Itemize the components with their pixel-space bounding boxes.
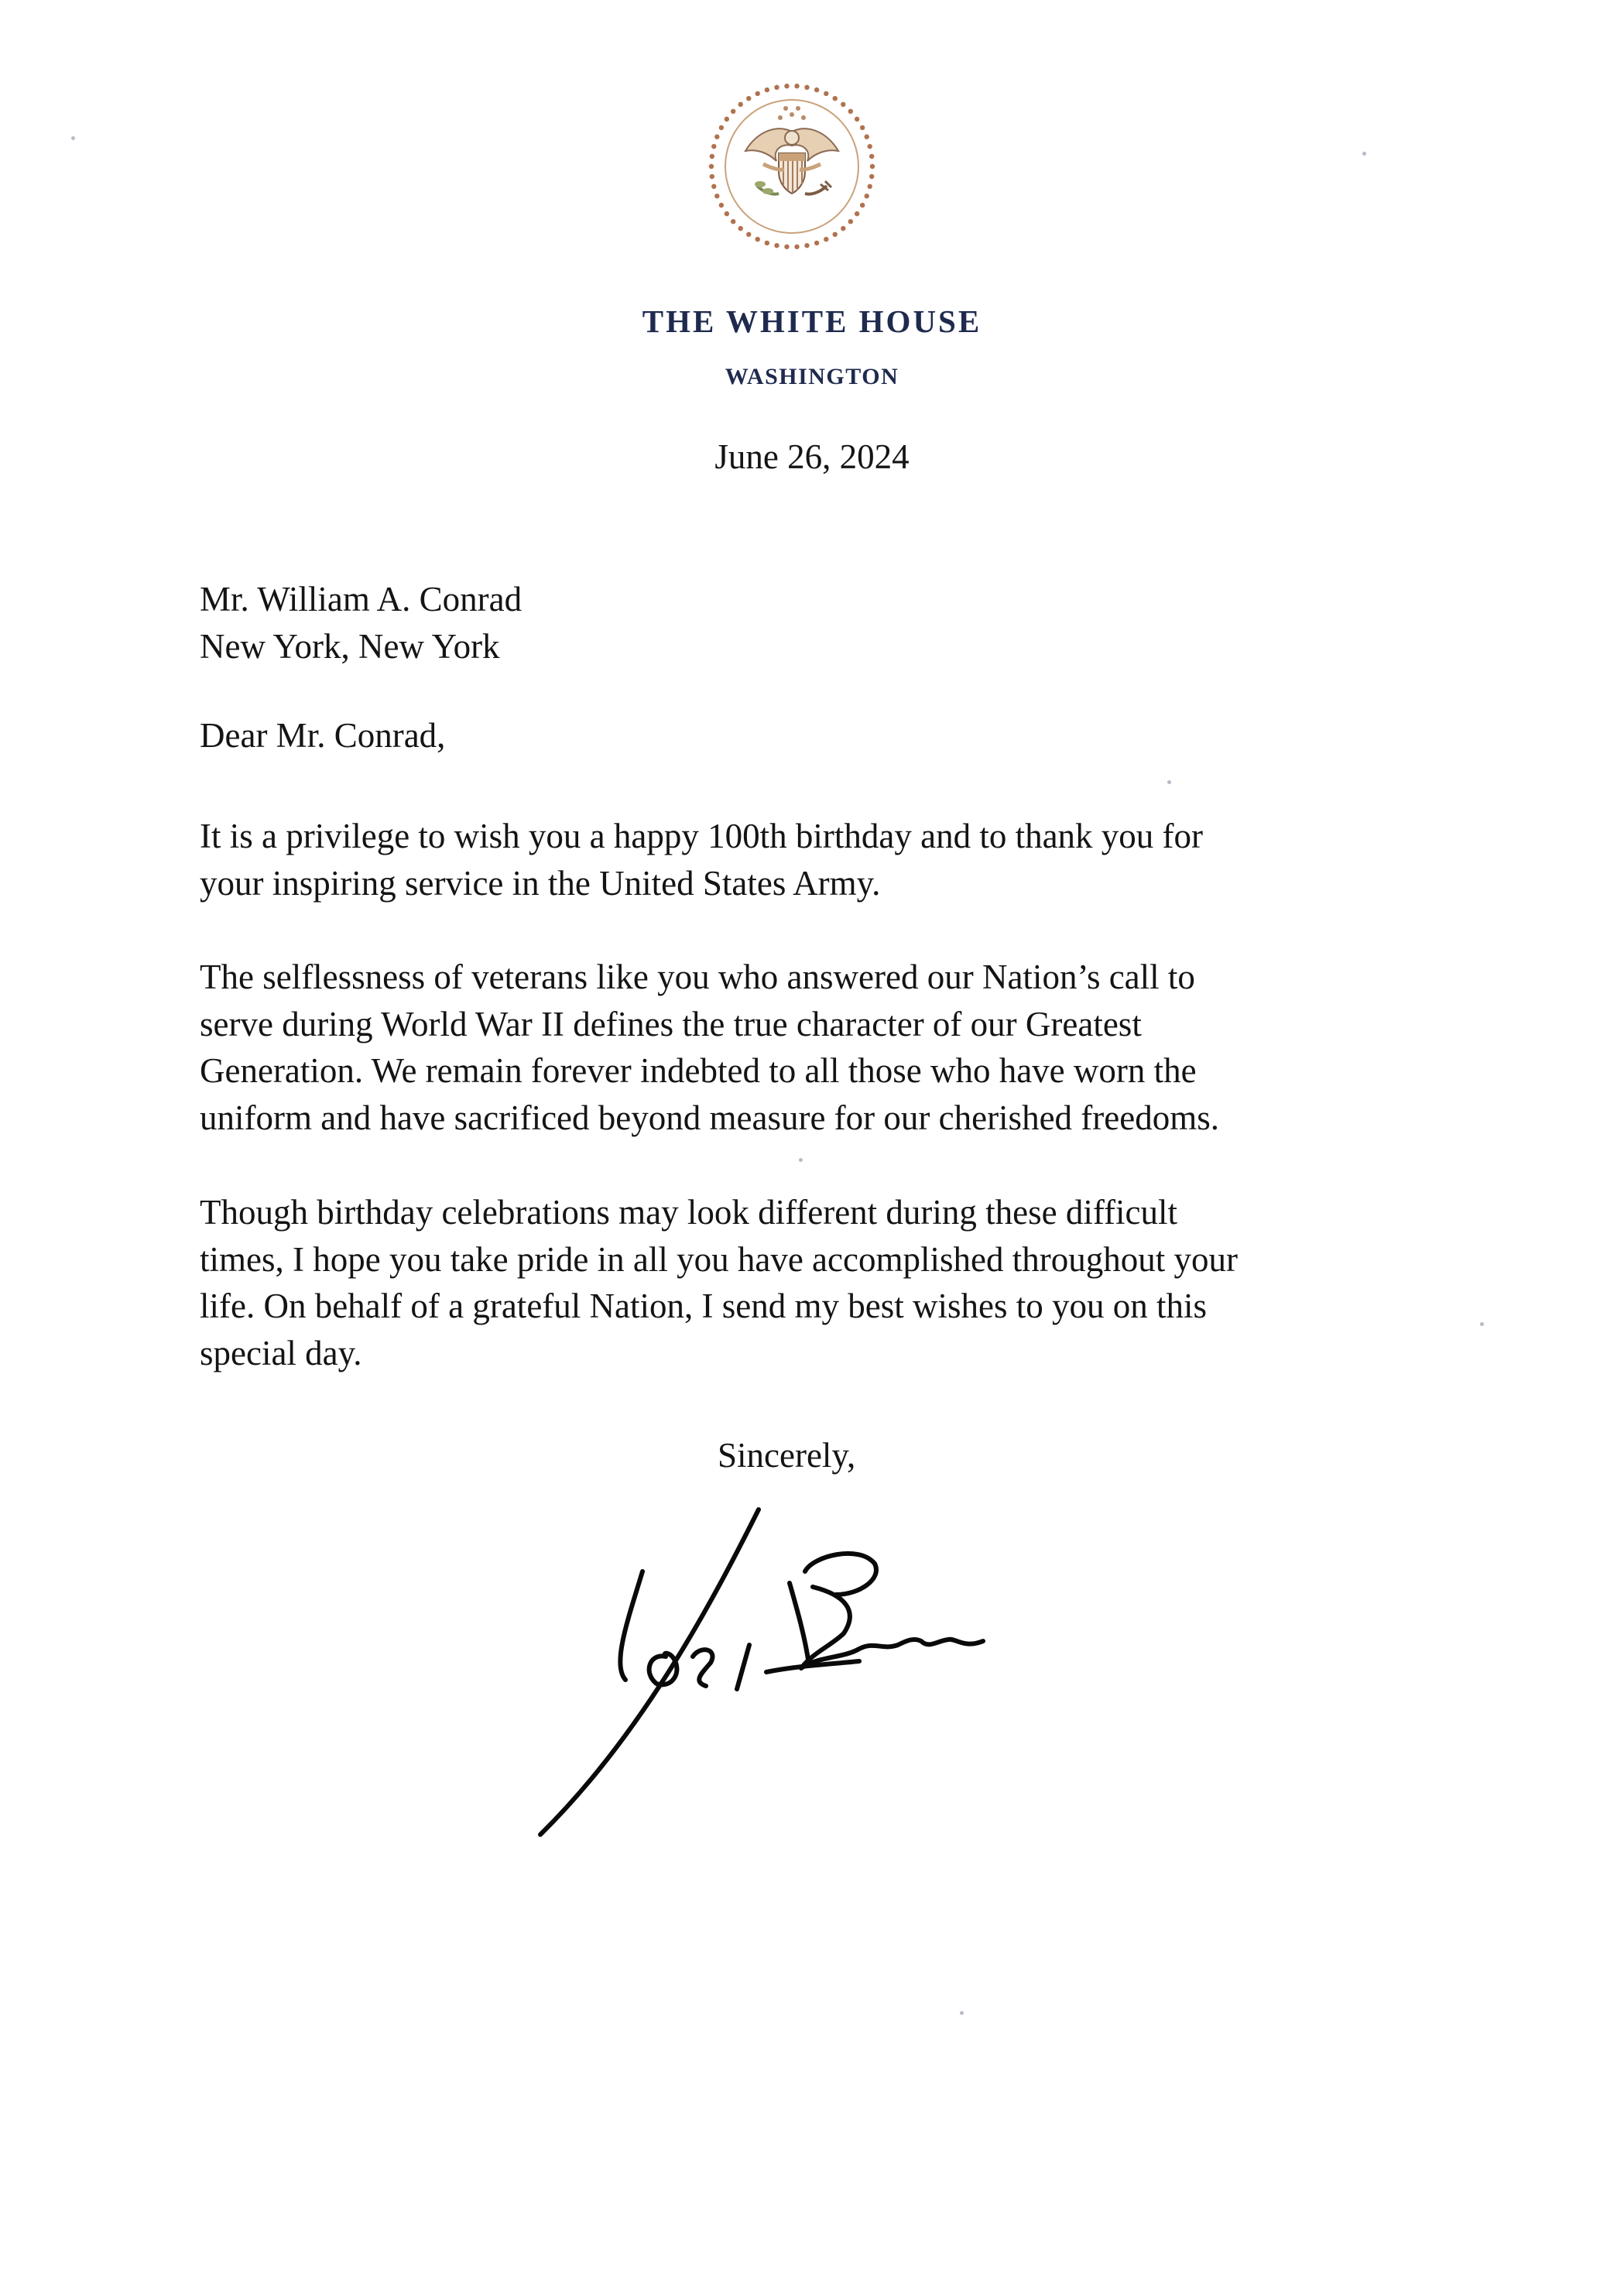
seal-star <box>868 184 872 189</box>
paragraph-birthday-wishes <box>200 813 1454 906</box>
seal-star <box>714 135 719 139</box>
seal-star <box>848 109 853 114</box>
seal-star <box>865 194 869 198</box>
paragraph-line: special day. <box>200 1333 362 1372</box>
seal-star <box>738 226 743 231</box>
seal-star <box>814 241 819 245</box>
seal-star <box>868 144 872 149</box>
seal-star <box>714 194 719 198</box>
scan-speck <box>71 136 75 140</box>
paragraph-line: It is a privilege to wish you a happy 100th birthday and to thank you for <box>200 817 1204 855</box>
seal-star <box>710 174 714 179</box>
seal-star <box>855 117 859 122</box>
salutation: Dear Mr. Conrad, <box>200 716 446 755</box>
seal-star <box>804 85 809 90</box>
presidential-seal-icon <box>703 77 881 255</box>
paragraph-best-wishes <box>200 1189 1454 1376</box>
scan-speck <box>799 1158 803 1162</box>
seal-star <box>784 84 789 88</box>
seal-star <box>711 184 716 189</box>
seal-star <box>765 241 769 245</box>
seal-star <box>725 211 729 216</box>
seal-star <box>804 243 809 248</box>
recipient-location: New York, New York <box>200 626 500 666</box>
recipient-name: Mr. William A. Conrad <box>200 580 522 619</box>
recipient-address <box>200 576 1454 670</box>
paragraph-line: Though birthday celebrations may look different during these difficult <box>200 1193 1178 1232</box>
seal-star <box>725 117 729 122</box>
scan-speck <box>1167 780 1171 784</box>
letter-date: June 26, 2024 <box>714 437 910 476</box>
seal-star <box>869 174 874 179</box>
seal-star <box>833 232 838 237</box>
seal-star <box>755 91 760 96</box>
seal-star <box>710 154 714 159</box>
seal-star <box>738 102 743 107</box>
seal-star <box>746 96 751 101</box>
scan-speck <box>960 2011 964 2015</box>
seal-star <box>824 237 828 242</box>
paragraph-line: times, I hope you take pride in all you have accomplished throughout your <box>200 1239 1238 1279</box>
seal-star <box>719 125 724 130</box>
seal-star <box>814 87 819 92</box>
seal-star <box>794 84 799 88</box>
seal-star <box>774 85 779 90</box>
letterhead-city: WASHINGTON <box>725 364 899 389</box>
seal-star <box>731 219 735 224</box>
closing: Sincerely, <box>718 1436 856 1475</box>
paragraph-veterans-service <box>200 954 1454 1141</box>
handwritten-signature-icon <box>534 1486 999 1858</box>
seal-star <box>848 219 853 224</box>
seal-star <box>794 245 799 249</box>
seal-star <box>709 164 714 169</box>
paragraph-line: uniform and have sacrificed beyond measure for our cherished freedoms. <box>200 1098 1219 1137</box>
seal-star <box>774 243 779 248</box>
paragraph-line: serve during World War II defines the true character of our Greatest <box>200 1004 1142 1043</box>
seal-star <box>731 109 735 114</box>
seal-star <box>865 135 869 139</box>
scan-speck <box>1362 152 1366 156</box>
seal-star <box>719 203 724 207</box>
scan-speck <box>1480 1322 1484 1326</box>
seal-star <box>870 164 875 169</box>
paragraph-line: Generation. We remain forever indebted to all those who have worn the <box>200 1051 1197 1090</box>
seal-star <box>841 102 845 107</box>
seal-star <box>711 144 716 149</box>
seal-star <box>833 96 838 101</box>
seal-star <box>869 154 874 159</box>
seal-star <box>755 237 760 242</box>
seal-star <box>841 226 845 231</box>
seal-star <box>855 211 859 216</box>
letterhead-title: THE WHITE HOUSE <box>642 303 982 339</box>
seal-star <box>765 87 769 92</box>
paragraph-line: life. On behalf of a grateful Nation, I send my best wishes to you on this <box>200 1287 1207 1325</box>
seal-star <box>746 232 751 237</box>
seal-star <box>824 91 828 96</box>
paragraph-line: your inspiring service in the United States Army. <box>200 863 881 903</box>
seal-star <box>860 125 865 130</box>
paragraph-line: The selflessness of veterans like you who answered our Nation’s call to <box>200 958 1195 996</box>
seal-star <box>784 245 789 249</box>
seal-star <box>860 203 865 207</box>
